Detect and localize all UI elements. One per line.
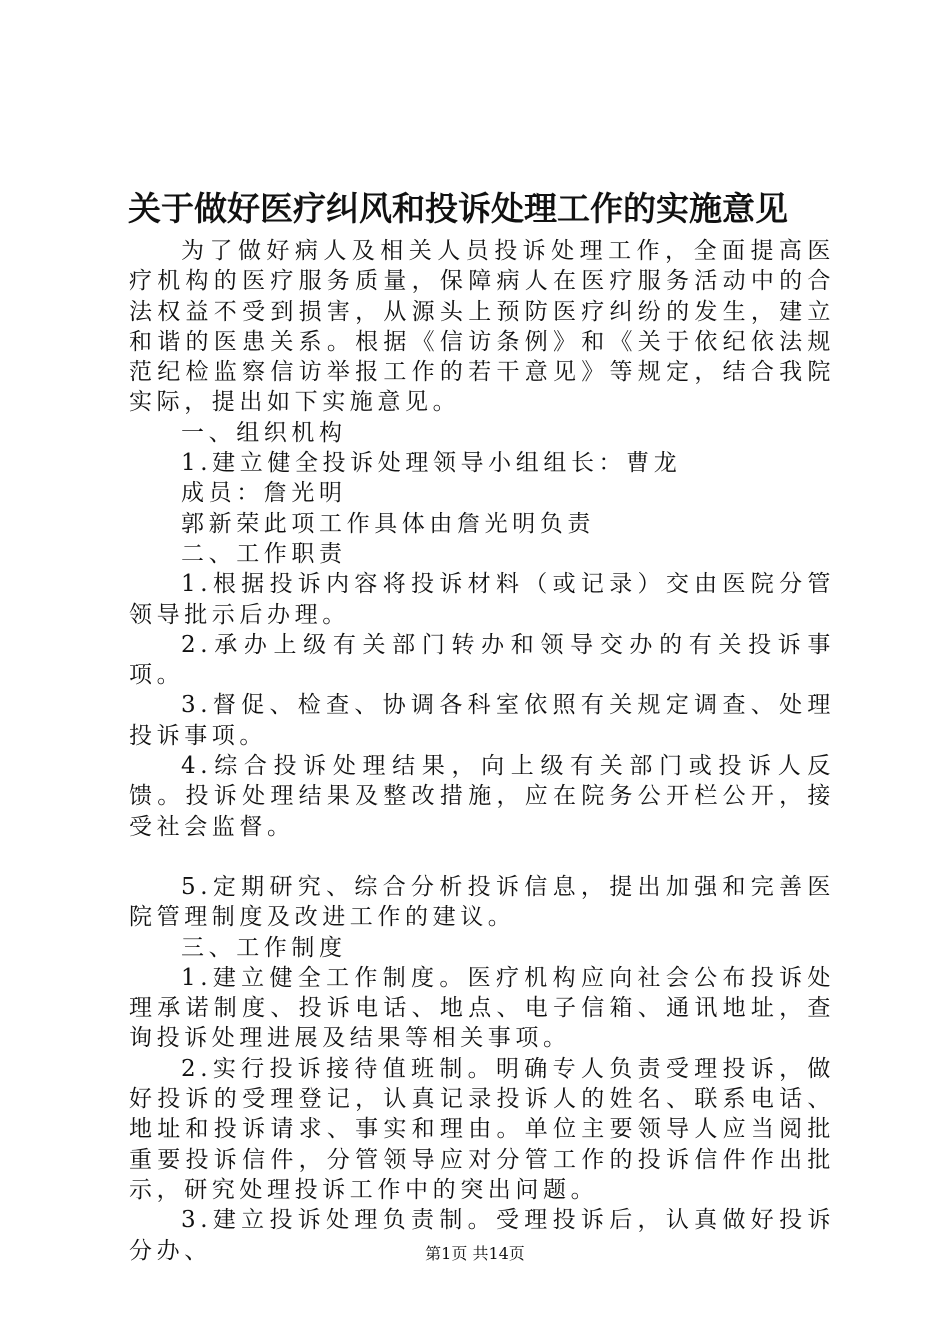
list-item: 郭新荣此项工作具体由詹光明负责: [181, 510, 595, 537]
list-item: 成员：詹光明: [181, 480, 347, 507]
section-heading: 二、工作职责: [181, 540, 347, 567]
page-footer: 第1页 共14页: [425, 1244, 525, 1263]
document-body: [129, 236, 835, 1266]
list-item: 1.建立健全投诉处理领导小组组长：曹龙: [181, 450, 682, 477]
document-title: 关于做好医疗纠风和投诉处理工作的实施意见: [128, 189, 788, 228]
section-heading: 一、组织机构: [181, 419, 347, 446]
list-item: 5.定期研究、综合分析投诉信息，提出加强和完善医院管理制度及改进工作的建议。: [129, 873, 835, 931]
list-item: 4.综合投诉处理结果，向上级有关部门或投诉人反馈。投诉处理结果及整改措施，应在院务公开栏公开，接受社会监督。: [129, 753, 835, 840]
list-item: 1.根据投诉内容将投诉材料（或记录）交由医院分管领导批示后办理。: [129, 571, 835, 628]
list-item: 1.建立健全工作制度。医疗机构应向社会公布投诉处理承诺制度、投诉电话、地点、电子信箱、通讯地址，查询投诉处理进展及结果等相关事项。: [129, 964, 835, 1052]
list-item: 3.建立投诉处理负责制。受理投诉后，认真做好投诉分办、: [129, 1207, 835, 1264]
section-heading: 三、工作制度: [181, 934, 347, 961]
blank-line: [129, 842, 835, 872]
list-item: 3.督促、检查、协调各科室依照有关规定调查、处理投诉事项。: [129, 692, 835, 749]
list-item: 2.实行投诉接待值班制。明确专人负责受理投诉，做好投诉的受理登记，认真记录投诉人的姓名、联系电话、地址和投诉请求、事实和理由。单位主要领导人应当阅批重要投诉信件，分管领导应对分管工作的投诉信件作出批示，研究处理投诉工作中的突出问题。: [129, 1055, 835, 1203]
intro-paragraph: 为了做好病人及相关人员投诉处理工作，全面提高医疗机构的医疗服务质量，保障病人在医疗服务活动中的合法权益不受到损害，从源头上预防医疗纠纷的发生，建立和谐的医患关系。根据《信访条例》和《关于依纪依法规范纪检监察信访举报工作的若干意见》等规定，结合我院实际，提出如下实施意见。: [129, 238, 835, 416]
list-item: 2.承办上级有关部门转办和领导交办的有关投诉事项。: [129, 631, 835, 689]
